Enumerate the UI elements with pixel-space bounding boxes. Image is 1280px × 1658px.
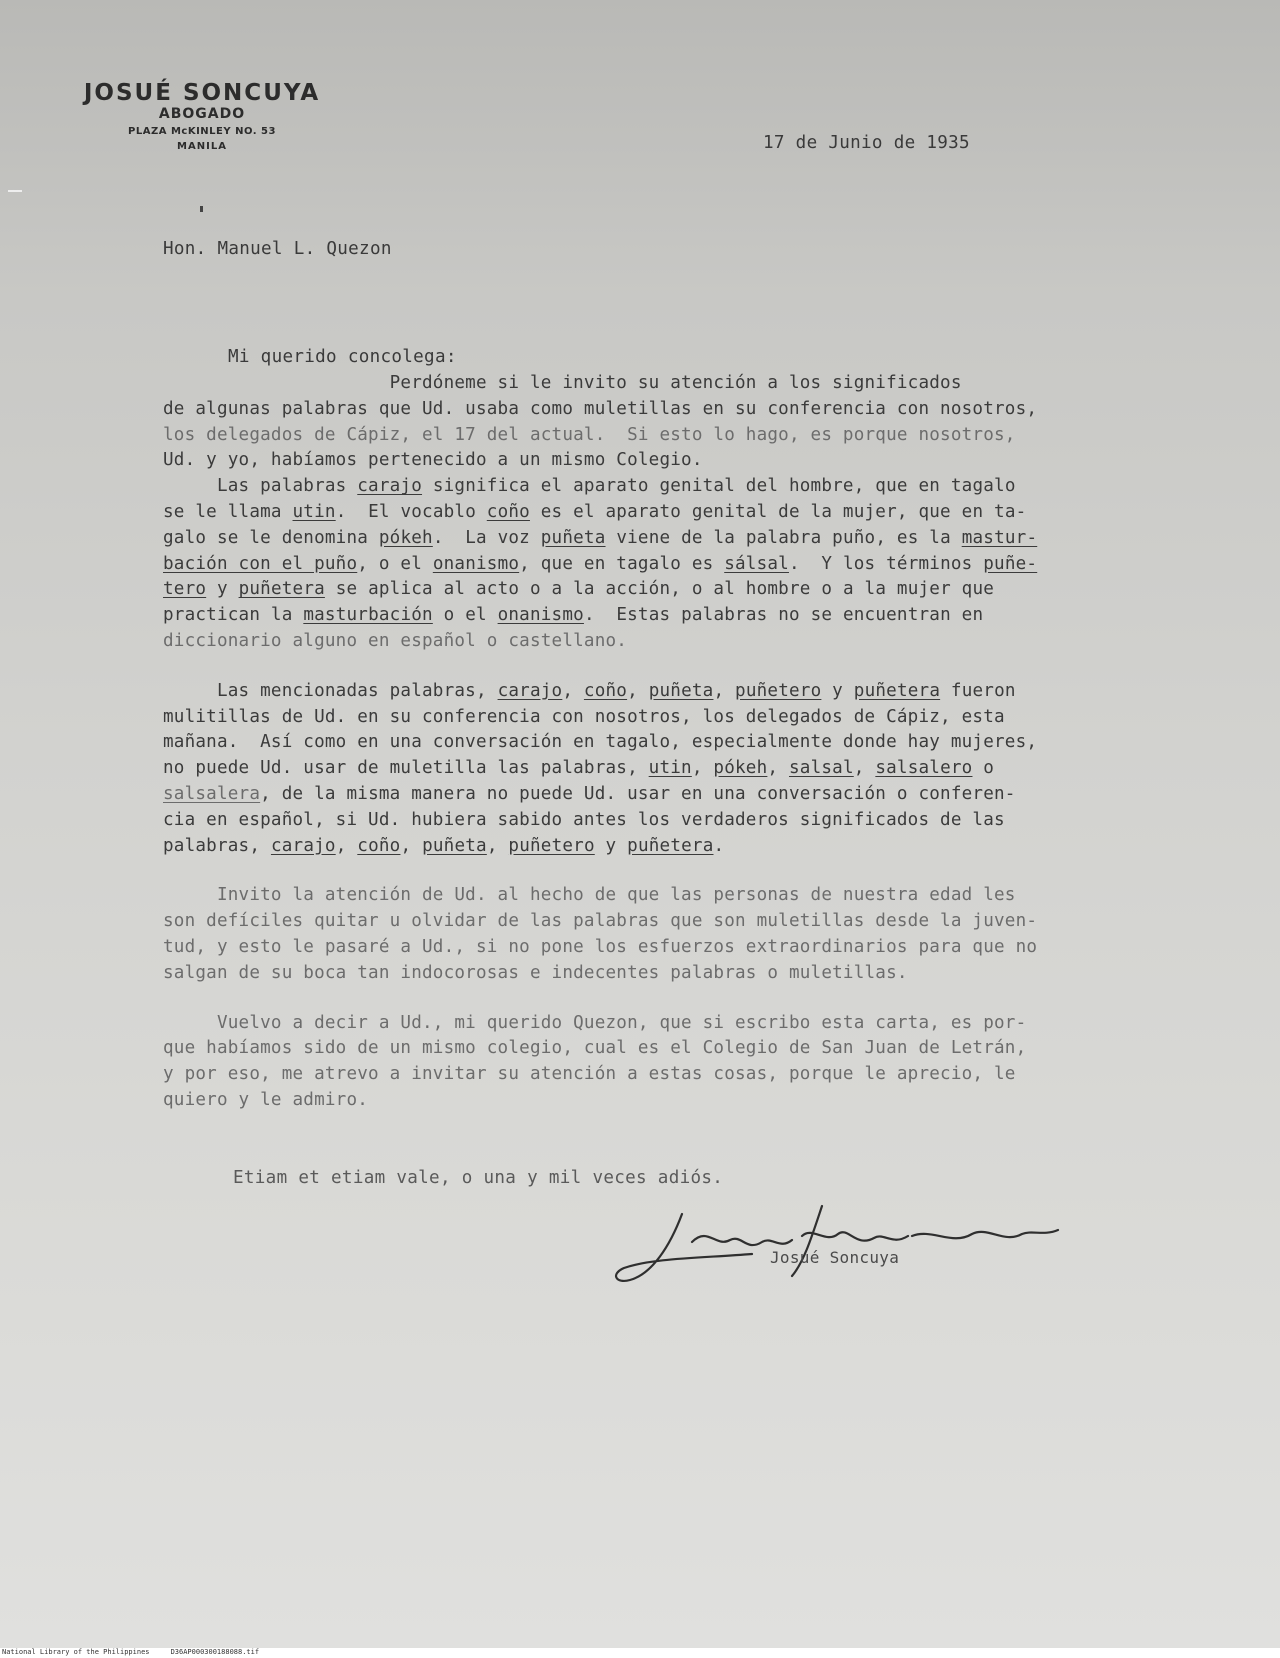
body-line: salsalera, de la misma manera no puede Ud. usar en una conversación o conferen-: [163, 783, 1016, 804]
body-line: Invito la atención de Ud. al hecho de que las personas de nuestra edad les: [163, 885, 1016, 906]
body-line: de algunas palabras que Ud. usaba como muletillas en su conferencia con nosotros,: [163, 398, 1038, 419]
body-line: tud, y esto le pasaré a Ud., si no pone los esfuerzos extraordinarios para que no: [163, 936, 1038, 957]
body-line: salgan de su boca tan indocorosas e indecentes palabras o muletillas.: [163, 962, 908, 983]
body-line: no puede Ud. usar de muletilla las palabras, utin, pókeh, salsal, salsalero o: [163, 758, 995, 779]
body-line: quiero y le admiro.: [163, 1089, 369, 1110]
body-line: se le llama utin. El vocablo coño es el aparato genital de la mujer, que en ta-: [163, 501, 1027, 522]
body-line: Perdóneme si le invito su atención a los significados: [163, 373, 962, 393]
letterhead-title: ABOGADO: [158, 106, 246, 122]
footer-text: National Library of the Philippines D36AP000300188088.tif: [2, 1648, 260, 1656]
ink-speck: [200, 206, 203, 212]
handwritten-signature: [612, 1196, 1072, 1286]
body-line: son defíciles quitar u olvidar de las palabras que son muletillas desde la juven-: [163, 911, 1038, 932]
letterhead-address: PLAZA McKINLEY NO. 53: [128, 126, 276, 137]
paragraph-2: [163, 474, 1243, 655]
body-line: Las mencionadas palabras, carajo, coño, puñeta, puñetero y puñetera fueron: [163, 680, 1016, 701]
paragraph-4: [163, 883, 1243, 986]
signer-name: Josué Soncuya: [770, 1248, 900, 1267]
scan-mark: [8, 190, 22, 192]
body-line: Vuelvo a decir a Ud., mi querido Quezon, que si escribo esta carta, es por-: [163, 1012, 1027, 1033]
body-line: galo se le denomina pókeh. La voz puñeta viene de la palabra puño, es la mastur-: [163, 527, 1038, 548]
body-line: palabras, carajo, coño, puñeta, puñetero y puñetera.: [163, 835, 725, 856]
body-line: que habíamos sido de un mismo colegio, cual es el Colegio de San Juan de Letrán,: [163, 1038, 1027, 1059]
body-line: diccionario alguno en español o castellano.: [163, 630, 628, 651]
body-line: Las palabras carajo significa el aparato genital del hombre, que en tagalo: [163, 476, 1016, 497]
scan-footer: [0, 1648, 1280, 1658]
body-line: bación con el puño, o el onanismo, que en tagalo es sálsal. Y los términos puñe-: [163, 553, 1038, 574]
paragraph-3: [163, 679, 1243, 860]
paragraph-5: [163, 1011, 1243, 1114]
salutation: Mi querido concolega:: [228, 347, 457, 367]
letter-date: 17 de Junio de 1935: [763, 133, 970, 153]
body-line: los delegados de Cápiz, el 17 del actual. Si esto lo hago, es porque nosotros,: [163, 424, 1016, 445]
letter-body: [163, 371, 1243, 1114]
body-line: y por eso, me atrevo a invitar su atención a estas cosas, porque le aprecio, le: [163, 1064, 1016, 1085]
body-line: practican la masturbación o el onanismo. Estas palabras no se encuentran en: [163, 605, 984, 626]
body-line: Ud. y yo, habíamos pertenecido a un mismo Colegio.: [163, 450, 703, 471]
letterhead: [52, 80, 352, 152]
closing-line: Etiam et etiam vale, o una y mil veces adiós.: [233, 1168, 724, 1188]
letterhead-name: JOSUÉ SONCUYA: [83, 80, 321, 106]
body-line: tero y puñetera se aplica al acto o a la acción, o al hombre o a la mujer que: [163, 579, 995, 600]
body-line: cia en español, si Ud. hubiera sabido antes los verdaderos significados de las: [163, 809, 1005, 830]
letterhead-city: MANILA: [177, 141, 227, 152]
addressee: Hon. Manuel L. Quezon: [163, 239, 392, 259]
paragraph-1: [163, 371, 1243, 474]
body-line: mulitillas de Ud. en su conferencia con nosotros, los delegados de Cápiz, esta: [163, 706, 1005, 727]
body-line: mañana. Así como en una conversación en tagalo, especialmente donde hay mujeres,: [163, 732, 1038, 753]
